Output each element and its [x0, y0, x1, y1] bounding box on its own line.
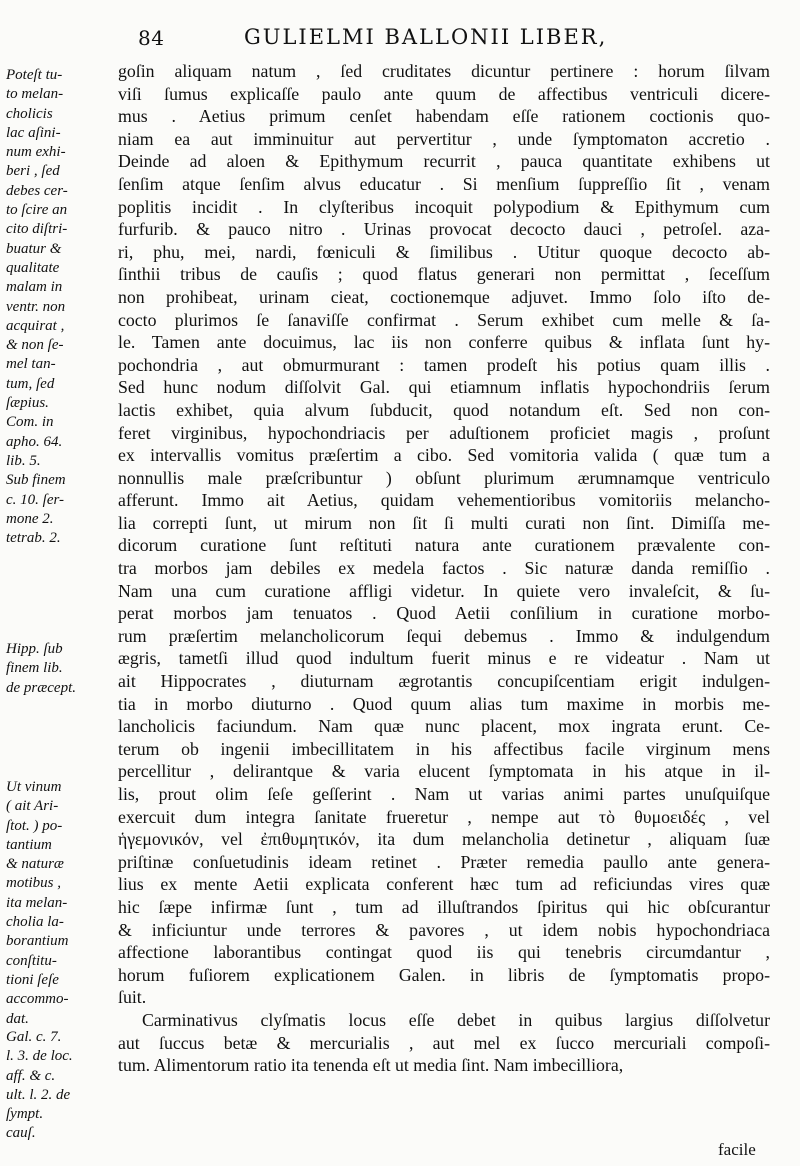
- margin-note-line: mel tan-: [6, 356, 56, 373]
- margin-note-line: ult. l. 2. de: [6, 1086, 71, 1103]
- margin-note-line: Hipp. ſub: [6, 641, 63, 657]
- body-line: ſinthii tribus de cauſis ; quod flatus generari non permittat , ſeceſſum: [118, 264, 770, 285]
- margin-note-line: Poteſt tu-: [6, 67, 63, 83]
- margin-note-line: cito diſtri-: [6, 221, 68, 238]
- margin-note-line: accommo-: [6, 991, 69, 1008]
- body-line: Carminativus clyſmatis locus eſſe debet in quibus largius diſſolvetur: [142, 1009, 770, 1030]
- body-line: ait Hippocrates , diuturnam ægrotantis concupiſcentiam erigit indulgen-: [118, 671, 770, 692]
- margin-note-line: beri , ſed: [6, 163, 60, 180]
- body-line: lius ex mente Aetii explicata conferent hæc tum ad reficiundas vires quæ: [118, 874, 770, 895]
- page-number: 84: [138, 26, 165, 50]
- margin-note-line: ita melan-: [6, 894, 68, 911]
- body-line: horum fuſiorem explicationem Galen. in libris de ſymptomatis propo-: [118, 964, 770, 985]
- margin-note-line: tum, ſed: [6, 375, 55, 392]
- margin-note: [6, 640, 114, 698]
- body-line: ſenſim atque ſenſim alvus educatur . Si menſium ſuppreſſio ſit , venam: [118, 173, 770, 194]
- body-line: ἡγεμονικόν, vel ἐπιθυμητικόν, ita dum melancholia detinetur , aliquam ſuæ: [118, 829, 770, 850]
- margin-note-line: ventr. non: [6, 298, 66, 315]
- body-line: furfurib. & pauco nitro . Urinas provocat decocto dauci , petroſel. aza-: [118, 219, 770, 240]
- margin-note-line: apho. 64.: [6, 433, 63, 450]
- body-line: viſi ſumus explicaſſe paulo ante quum de affectibus ventriculi dicere-: [118, 83, 770, 104]
- margin-note-line: lac aſini-: [6, 124, 61, 141]
- body-line: goſin aliquam natum , ſed cruditates dicuntur pertinere : horum ſilvam: [118, 61, 770, 81]
- margin-note-line: qualitate: [6, 259, 60, 276]
- margin-note-line: to ſcire an: [6, 202, 68, 219]
- body-line: tum. Alimentorum ratio ita tenenda eſt ut media ſint. Nam imbecilliora,: [118, 1055, 624, 1076]
- running-head: GULIELMI BALLONII LIBER,: [244, 25, 608, 49]
- body-line: terum ob ingenii imbecillitatem in his affectibus facile virginum mens: [118, 738, 770, 759]
- margin-note-line: cholicis: [6, 105, 53, 122]
- margin-note-line: tantium: [6, 836, 52, 853]
- margin-note-line: tioni ſeſe: [6, 971, 59, 988]
- body-line: hic ſæpe infirmæ ſunt , tum ad illuſtrandos ſpiritus qui hic obſcurantur: [118, 896, 770, 917]
- body-line: poplitis incidit . In clyſteribus incoquit polypodium & Epithymum cum: [118, 196, 770, 217]
- body-line: lancholicis faciundum. Nam quæ nunc placent, mox ingrata erunt. Ce-: [118, 716, 770, 737]
- margin-note-line: to melan-: [6, 86, 64, 103]
- margin-note-line: acquirat ,: [6, 317, 65, 334]
- body-line: ſuit.: [118, 987, 147, 1008]
- margin-note-line: Sub finem: [6, 472, 66, 489]
- body-line: Deinde ad aloen & Epithymum recurrit , pauca quantitate exhibens ut: [118, 151, 770, 172]
- body-text: [118, 60, 770, 1077]
- body-line: afferunt. Immo ait Aetius, quidam vehementioribus vomitoriis melancho-: [118, 490, 770, 511]
- margin-note-line: & naturæ: [6, 856, 64, 873]
- body-line: le. Tamen ante docuimus, lac iis non conferre quibus & inflata ſunt hy-: [118, 332, 770, 353]
- body-line: feret virginibus, hypochondriacis per aduſtionem proficiet magis , proſunt: [118, 422, 770, 443]
- margin-note-line: ſympt.: [6, 1106, 44, 1123]
- margin-note-line: lib. 5.: [6, 452, 41, 469]
- margin-note-line: ( ait Ari-: [6, 798, 59, 815]
- body-line: aut ſuccus betæ & mercurialis , aut mel ex ſucco mercuriali compoſi-: [118, 1032, 770, 1053]
- body-line: tia in morbo diuturno . Quod quum alias tum maxime in morbis me-: [118, 693, 770, 714]
- margin-note: [6, 66, 114, 548]
- catchword: facile: [718, 1140, 756, 1159]
- margin-note-line: debes cer-: [6, 182, 68, 199]
- body-line: nonnullis male præſcribuntur ) obſunt plurimum ærumnamque ventriculo: [118, 467, 770, 488]
- body-line: non prohibeat, urinam cieat, coctionemque adjuvet. Immo ſolo iſto de-: [118, 286, 770, 307]
- body-line: lia correpti ſunt, ut mirum non ſit ſi multi curati non ſint. Dimiſſa me-: [118, 512, 770, 533]
- margin-note: [6, 1028, 114, 1144]
- body-line: ri, phu, mei, nardi, fœniculi & ſimilibus . Utitur quoque decocto ab-: [118, 241, 770, 262]
- margin-note-line: conſtitu-: [6, 952, 57, 969]
- margin-note-line: ſæpius.: [6, 395, 49, 412]
- margin-note-line: finem lib.: [6, 660, 63, 677]
- body-line: & inficiuntur unde terrores & pavores , ut idem nobis hypochondriaca: [118, 919, 770, 940]
- margin-note-line: aff. & c.: [6, 1067, 56, 1084]
- margin-note-line: malam in: [6, 279, 63, 296]
- body-line: ex intervallis vomitus præſertim a cibo. Sed vomitoria valida ( quæ tum a: [118, 445, 770, 466]
- body-line: affectione laborantibus contingat quod iis qui tenebris circumdantur ,: [118, 942, 770, 963]
- margin-note-line: Com. in: [6, 414, 54, 431]
- margin-note-line: motibus ,: [6, 875, 62, 892]
- margin-note-line: Ut vinum: [6, 779, 62, 795]
- margin-note-line: Gal. c. 7.: [6, 1029, 62, 1045]
- body-line: Nam una cum curatione affligi videtur. In quiete vero invaleſcit, & ſu-: [118, 580, 770, 601]
- body-line: dicorum curatione ſunt reſtituti natura ante curationem prævalente con-: [118, 535, 770, 556]
- body-line: lis, prout olim ſeſe geſſerint . Nam ut varias animi partes unuſquiſque: [118, 784, 770, 804]
- body-line: lactis exhibet, quia alvum ſubducit, quod notandum eſt. Sed non con-: [118, 399, 770, 420]
- margin-note-line: borantium: [6, 933, 69, 950]
- margin-note-line: tetrab. 2.: [6, 530, 61, 547]
- body-line: exercuit dum integra ſanitate frueretur , nempe aut τὸ θυμοειδές , vel: [118, 806, 770, 827]
- margin-note-line: buatur &: [6, 240, 62, 257]
- body-line: pochondria , aut obmurmurant : tamen prodeſt his potius quam illis .: [118, 354, 770, 375]
- body-line: perat morbos jam tenuatos . Quod Aetii conſilium in curatione morbo-: [118, 603, 770, 624]
- margin-note-line: cauſ.: [6, 1125, 36, 1142]
- margin-note-line: mone 2.: [6, 510, 54, 527]
- body-line: Sed hunc nodum diſſolvit Gal. qui etiamnum inflatis hypochondriis ſerum: [118, 377, 770, 398]
- margin-note-line: l. 3. de loc.: [6, 1048, 73, 1065]
- margin-note: [6, 778, 114, 1029]
- margin-note-line: & non ſe-: [6, 337, 64, 354]
- margin-note-line: c. 10. ſer-: [6, 491, 65, 508]
- margin-note-line: de præcept.: [6, 679, 76, 696]
- margin-note-line: ſtot. ) po-: [6, 817, 63, 834]
- body-line: percellitur , delirantque & varia elucent ſymptomata in his atque in il-: [118, 761, 770, 782]
- body-line: priſtinæ conſuetudinis ideam retinet . Præter remedia paullo ante genera-: [118, 851, 770, 872]
- margin-note-line: cholia la-: [6, 914, 64, 931]
- margin-note-line: num exhi-: [6, 144, 66, 161]
- body-line: rum præſertim melancholicorum ſequi debemus . Immo & indulgendum: [118, 625, 770, 646]
- body-line: tra morbos jam debiles ex medela factos . Sic naturæ danda remiſſio .: [118, 558, 770, 579]
- margin-note-line: dat.: [6, 1010, 29, 1027]
- body-line: niam ea aut imminuitur aut pervertitur , unde ſymptomaton accretio .: [118, 128, 770, 149]
- body-line: mus . Aetius primum cenſet habendam eſſe rationem coctionis quo-: [118, 106, 770, 127]
- body-line: ægris, tametſi illud quod indultum fuerit minus e re videatur . Nam ut: [118, 648, 770, 669]
- body-line: cocto plurimos ſe ſanaviſſe confirmat . Serum exhibet cum melle & ſa-: [118, 309, 770, 330]
